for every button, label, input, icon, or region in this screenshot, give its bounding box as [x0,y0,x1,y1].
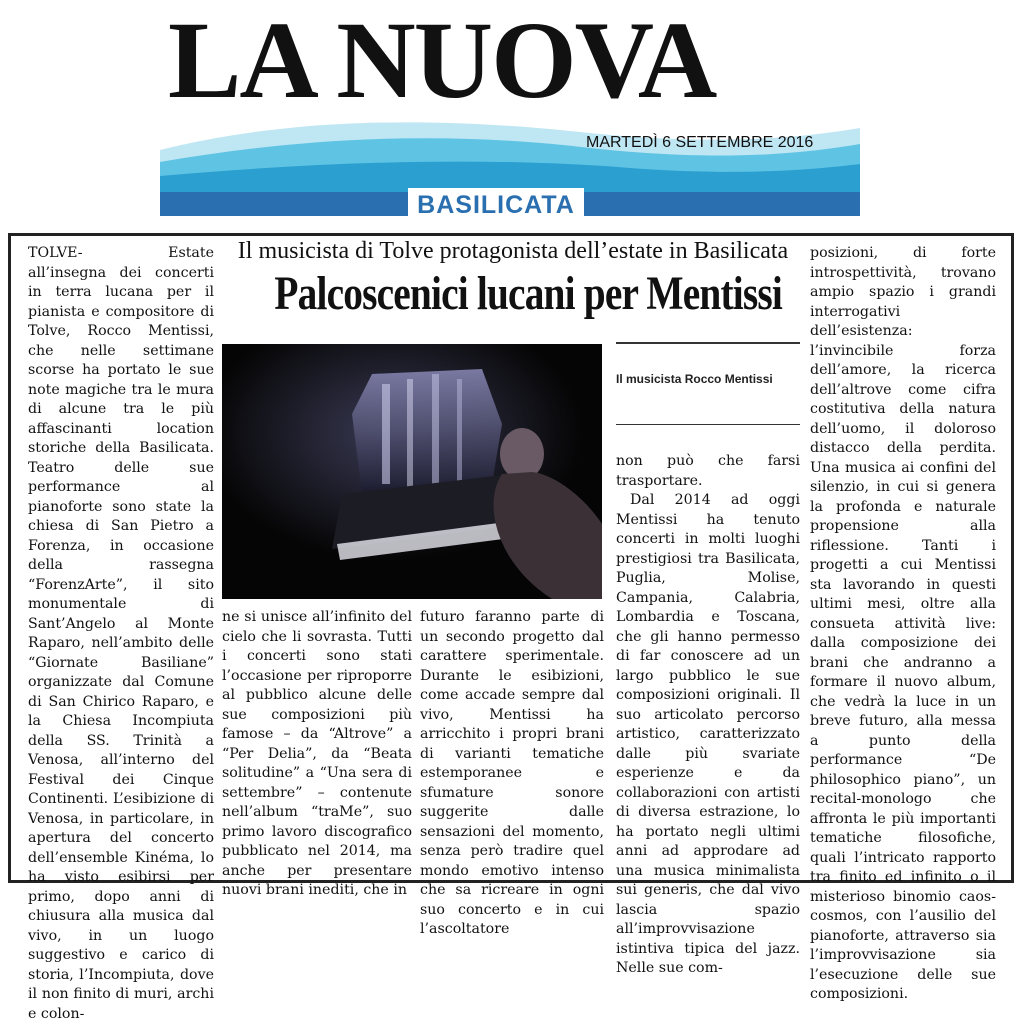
caption-rule-top [616,342,800,344]
article-column-3 [420,608,604,937]
column-text: non può che farsi trasportare. [616,453,800,489]
issue-date: MARTEDÌ 6 SETTEMBRE 2016 [586,134,814,151]
column-text: posizioni, di forte introspettività, trovano ampio spazio i grandi interrogativi dell’esistenza: l’invincibile forza dell’amore, la ricerca dell’altrove come cifra costitutiva della natura dell’uomo, il doloroso distacco della perdita. Una musica ai confini del silenzio, in cui si genera la profonda e naturale propensione alla riflessione. Tanti i progetti a cui Mentissi sta lavorando in questi ultimi mesi, oltre alla consueta attività live: dalla composizione dei brani che andranno a formare il nuovo album, che vedrà la luce in un breve futuro, alla messa a punto della performance “De philosophico piano”, un recital-monologo che affronta le più importanti tematiche filosofiche, quali l’intricato rapporto tra finito ed infinito o il misterioso binomio caos-cosmos, con l’ausilio del pianoforte, attraverso sia l’improvvisazione sia l’esecuzione delle sue composizioni. [810,245,996,1002]
section-label [408,188,584,222]
section-name: BASILICATA [417,190,575,219]
photo-caption: Il musicista Rocco Mentissi [616,372,773,386]
article-photo [222,344,602,599]
article-column-4 [616,452,800,976]
masthead-wave-graphic [160,110,860,195]
newspaper-title: LA NUOVA [168,0,716,121]
article-headline: Palcoscenici lucani per Mentissi [274,267,782,320]
article-column-5 [810,244,996,1002]
column-text: futuro faranno parte di un secondo progetto dal carattere sperimentale. Durante le esibizioni, come accade sempre dal vivo, Mentissi ha arricchito i propri brani di varianti tematiche estemporanee e sfumature sonore suggerite dalle sensazioni del momento, senza però tradire quel mondo emotivo intenso che sa ricreare in ogni suo concerto e in cui l’ascoltatore [420,609,604,937]
column-text: Dal 2014 ad oggi Mentissi ha tenuto concerti in molti luoghi prestigiosi tra Basilicata, Puglia, Molise, Campania, Calabria, Lombardia e Toscana, che gli hanno permesso di far conoscere ad un largo pubblico le sue composizioni originali. Il suo articolato percorso artistico, caratterizzato dalle più svariate esperienze e da collaborazioni con artisti di diversa estrazione, lo ha portato negli ultimi anni ad approdare ad una musica minimalista sui generis, che dal vivo lascia spazio all’improvvisazione istintiva tipica del jazz. Nelle sue com- [616,492,800,976]
pianist-photo-illustration [222,344,602,599]
article-column-1 [28,244,214,1022]
column-text: ne si unisce all’infinito del cielo che li sovrasta. Tutti i concerti sono stati l’occasione per riproporre al pubblico alcune delle sue composizioni più famose – da “Altrove” a “Per Delia”, da “Beata solitudine” a “Una sera di settembre” – contenute nell’album “traMe”, suo primo lavoro discografico pubblicato nel 2014, ma anche per presentare nuovi brani inediti, che in [222,609,412,898]
masthead [160,0,860,120]
article-kicker: Il musicista di Tolve protagonista dell’estate in Basilicata [237,238,789,264]
caption-rule-bottom [616,424,800,425]
column-text: TOLVE- Estate all’insegna dei concerti in terra lucana per il pianista e compositore di Tolve, Rocco Mentissi, che nelle settimane scorse ha portato le sue note magiche tra le mura di alcune tra le più affascinanti location storiche della Basilicata. Teatro delle sue performance al pianoforte sono state la chiesa di San Pietro a Forenza, in occasione della rassegna “ForenzArte”, il sito monumentale di Sant’Angelo al Monte Raparo, nell’ambito delle “Giornate Basiliane” organizzate dal Comune di San Chirico Raparo, e la Chiesa Incompiuta della SS. Trinità a Venosa, all’interno del Festival dei Cinque Continenti. L’esibizione di Venosa, in particolare, in apertura del concerto dell’ensemble Kinéma, lo ha visto esibirsi per primo, dopo anni di chiusura alla musica dal vivo, in un luogo suggestivo e carico di storia, l’Incompiuta, dove il non finito di muri, archi e colon- [28,245,214,1022]
article-column-2 [222,608,412,898]
